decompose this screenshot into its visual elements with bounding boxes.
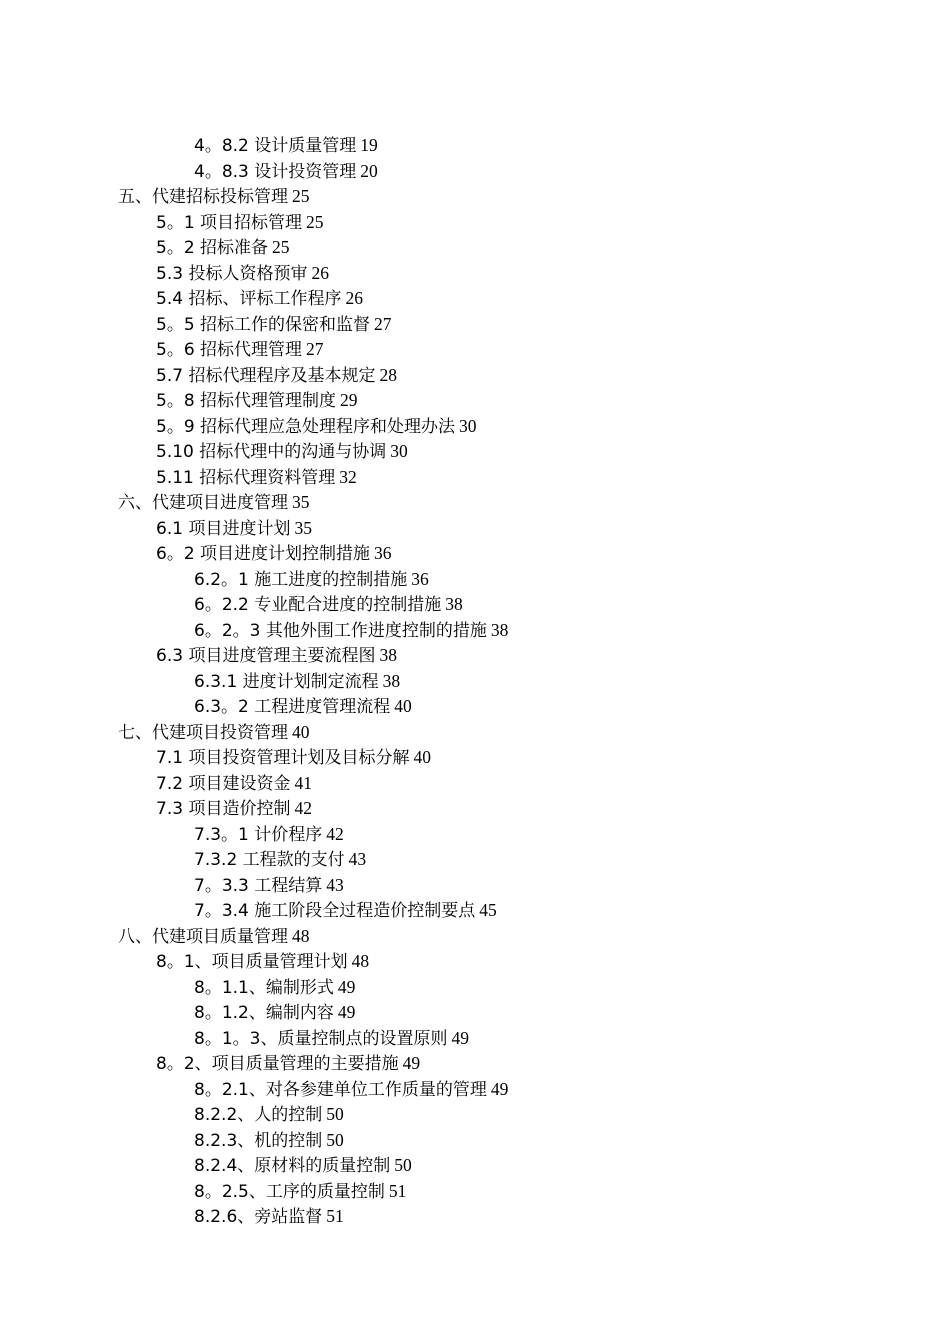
toc-entry[interactable] — [0, 1000, 950, 1026]
toc-entry[interactable] — [0, 567, 950, 593]
toc-entry-title: 5。2 招标准备 — [156, 238, 269, 258]
toc-entry[interactable] — [0, 210, 950, 236]
toc-entry[interactable] — [0, 1051, 950, 1077]
toc-entry-page-number: 25 — [306, 211, 324, 232]
toc-entry-page-number: 41 — [294, 772, 312, 793]
toc-entry-page-number: 38 — [379, 645, 397, 665]
toc-entry[interactable] — [0, 184, 950, 210]
toc-entry-page-number: 50 — [394, 1155, 412, 1175]
toc-entry[interactable] — [0, 414, 950, 440]
toc-entry-page-number: 38 — [445, 594, 463, 614]
toc-entry[interactable] — [0, 337, 950, 363]
toc-entry-title: 6。2。3 其他外围工作进度控制的措施 — [194, 620, 487, 641]
toc-entry-page-number: 36 — [411, 568, 429, 589]
toc-entry-page-number: 40 — [413, 747, 431, 767]
toc-entry-title: 8。2.1、对各参建单位工作质量的管理 — [194, 1079, 487, 1100]
toc-entry-title: 8。1.2、编制内容 — [194, 1003, 334, 1023]
toc-entry-page-number: 45 — [479, 900, 497, 920]
toc-entry-title: 七、代建项目投资管理 — [118, 722, 288, 743]
toc-entry[interactable] — [0, 745, 950, 771]
toc-entry[interactable] — [0, 159, 950, 185]
toc-entry[interactable] — [0, 1128, 950, 1154]
toc-entry-title: 6.3.1 进度计划制定流程 — [194, 671, 379, 692]
toc-entry-title: 4。8.3 设计投资管理 — [194, 161, 357, 182]
toc-entry-title: 5.7 招标代理程序及基本规定 — [156, 365, 376, 386]
toc-entry-title: 5.10 招标代理中的沟通与协调 — [156, 442, 387, 462]
toc-entry[interactable] — [0, 796, 950, 822]
toc-entry-page-number: 27 — [374, 313, 392, 334]
toc-entry-title: 7.3.2 工程款的支付 — [194, 850, 345, 870]
toc-entry-title: 六、代建项目进度管理 — [118, 493, 288, 513]
toc-entry-title: 8。2.5、工序的质量控制 — [194, 1181, 385, 1202]
toc-entry-page-number: 32 — [339, 466, 357, 487]
toc-entry-title: 6.3。2 工程进度管理流程 — [194, 697, 391, 717]
toc-entry-page-number: 42 — [326, 823, 344, 844]
toc-entry-page-number: 35 — [294, 517, 312, 538]
toc-entry-title: 7.3 项目造价控制 — [156, 799, 291, 819]
toc-entry[interactable] — [0, 1077, 950, 1103]
toc-entry[interactable] — [0, 516, 950, 542]
toc-entry-page-number: 38 — [382, 670, 401, 691]
toc-entry-page-number: 48 — [351, 951, 370, 971]
toc-entry[interactable] — [0, 949, 950, 975]
toc-entry-title: 7.3。1 计价程序 — [194, 824, 323, 845]
toc-entry-page-number: 51 — [326, 1206, 344, 1226]
toc-entry[interactable] — [0, 694, 950, 720]
toc-entry-page-number: 26 — [345, 288, 363, 308]
toc-entry-title: 5。6 招标代理管理 — [156, 340, 303, 360]
toc-entry-page-number: 50 — [326, 1129, 344, 1150]
toc-entry-title: 6.2。1 施工进度的控制措施 — [194, 569, 408, 590]
toc-entry[interactable] — [0, 439, 950, 465]
toc-entry-page-number: 49 — [490, 1078, 509, 1099]
toc-entry-title: 7.1 项目投资管理计划及目标分解 — [156, 748, 410, 768]
toc-entry[interactable] — [0, 235, 950, 261]
toc-entry-title: 7。3.4 施工阶段全过程造价控制要点 — [194, 901, 476, 921]
toc-entry-title: 5。1 项目招标管理 — [156, 212, 303, 233]
toc-entry[interactable] — [0, 669, 950, 695]
toc-entry-page-number: 40 — [394, 696, 412, 716]
toc-entry[interactable] — [0, 873, 950, 899]
toc-entry-title: 八、代建项目质量管理 — [118, 926, 288, 947]
toc-entry[interactable] — [0, 1102, 950, 1128]
toc-entry-page-number: 48 — [292, 925, 310, 946]
toc-entry-title: 8。2、项目质量管理的主要措施 — [156, 1054, 399, 1074]
toc-entry-page-number: 25 — [292, 186, 310, 206]
toc-entry-title: 5。8 招标代理管理制度 — [156, 391, 337, 411]
toc-entry[interactable] — [0, 312, 950, 338]
toc-entry[interactable] — [0, 720, 950, 746]
toc-entry-page-number: 50 — [326, 1104, 344, 1124]
toc-entry-title: 8.2.4、原材料的质量控制 — [194, 1156, 391, 1176]
toc-entry-page-number: 28 — [379, 364, 397, 385]
toc-entry-title: 5.11 招标代理资料管理 — [156, 467, 336, 488]
toc-entry-title: 4。8.2 设计质量管理 — [194, 136, 357, 156]
toc-entry[interactable] — [0, 643, 950, 669]
toc-entry-title: 8.2.2、人的控制 — [194, 1105, 323, 1125]
toc-entry-page-number: 40 — [292, 721, 310, 742]
toc-entry[interactable] — [0, 133, 950, 159]
toc-entry-title: 6。2 项目进度计划控制措施 — [156, 544, 371, 564]
toc-entry-title: 6.1 项目进度计划 — [156, 518, 291, 539]
toc-entry-page-number: 19 — [360, 135, 378, 155]
toc-entry-title: 6。2.2 专业配合进度的控制措施 — [194, 595, 442, 615]
toc-entry[interactable] — [0, 286, 950, 312]
toc-entry[interactable] — [0, 1204, 950, 1230]
toc-entry-page-number: 20 — [360, 160, 378, 181]
toc-entry-page-number: 38 — [490, 619, 509, 640]
toc-entry-title: 8。1.1、编制形式 — [194, 977, 334, 998]
toc-entry-page-number: 30 — [459, 415, 477, 436]
toc-entry[interactable] — [0, 1153, 950, 1179]
toc-entry[interactable] — [0, 771, 950, 797]
toc-entry-page-number: 36 — [374, 543, 392, 563]
toc-entry-page-number: 43 — [348, 849, 367, 869]
toc-entry[interactable] — [0, 592, 950, 618]
toc-entry[interactable] — [0, 261, 950, 287]
toc-entry-page-number: 26 — [311, 262, 329, 283]
toc-entry-title: 8。1、项目质量管理计划 — [156, 952, 348, 972]
toc-entry-page-number: 49 — [337, 1002, 356, 1022]
toc-entry[interactable] — [0, 541, 950, 567]
toc-entry-title: 6.3 项目进度管理主要流程图 — [156, 646, 376, 666]
toc-entry-page-number: 49 — [451, 1027, 469, 1048]
toc-entry-title: 7。3.3 工程结算 — [194, 875, 323, 896]
toc-entry-title: 5。5 招标工作的保密和监督 — [156, 314, 371, 335]
toc-entry[interactable] — [0, 924, 950, 950]
toc-entry[interactable] — [0, 1026, 950, 1052]
toc-entry[interactable] — [0, 898, 950, 924]
toc-entry-title: 8.2.6、旁站监督 — [194, 1207, 323, 1227]
toc-entry[interactable] — [0, 847, 950, 873]
toc-entry-title: 5.3 投标人资格预审 — [156, 263, 308, 284]
toc-entry-page-number: 49 — [402, 1053, 421, 1073]
toc-entry-title: 8.2.3、机的控制 — [194, 1130, 323, 1151]
toc-entry-page-number: 29 — [340, 390, 358, 410]
table-of-contents — [0, 133, 950, 1230]
toc-entry-title: 5.4 招标、评标工作程序 — [156, 289, 342, 309]
toc-entry[interactable] — [0, 975, 950, 1001]
toc-entry[interactable] — [0, 363, 950, 389]
toc-entry-title: 8。1。3、质量控制点的设置原则 — [194, 1028, 448, 1049]
toc-entry-title: 7.2 项目建设资金 — [156, 773, 291, 794]
toc-entry-title: 5。9 招标代理应急处理程序和处理办法 — [156, 416, 456, 437]
toc-entry-page-number: 25 — [272, 237, 290, 257]
toc-entry-page-number: 42 — [294, 798, 312, 818]
toc-entry-page-number: 51 — [388, 1180, 407, 1201]
toc-entry[interactable] — [0, 465, 950, 491]
toc-entry-page-number: 27 — [306, 339, 324, 359]
toc-entry-title: 五、代建招标投标管理 — [118, 187, 288, 207]
toc-entry-page-number: 30 — [390, 441, 408, 461]
toc-entry-page-number: 35 — [292, 492, 310, 512]
toc-entry-page-number: 43 — [326, 874, 344, 895]
toc-entry[interactable] — [0, 1179, 950, 1205]
toc-entry[interactable] — [0, 388, 950, 414]
toc-entry[interactable] — [0, 490, 950, 516]
toc-entry[interactable] — [0, 822, 950, 848]
toc-entry-page-number: 49 — [337, 976, 356, 997]
toc-entry[interactable] — [0, 618, 950, 644]
